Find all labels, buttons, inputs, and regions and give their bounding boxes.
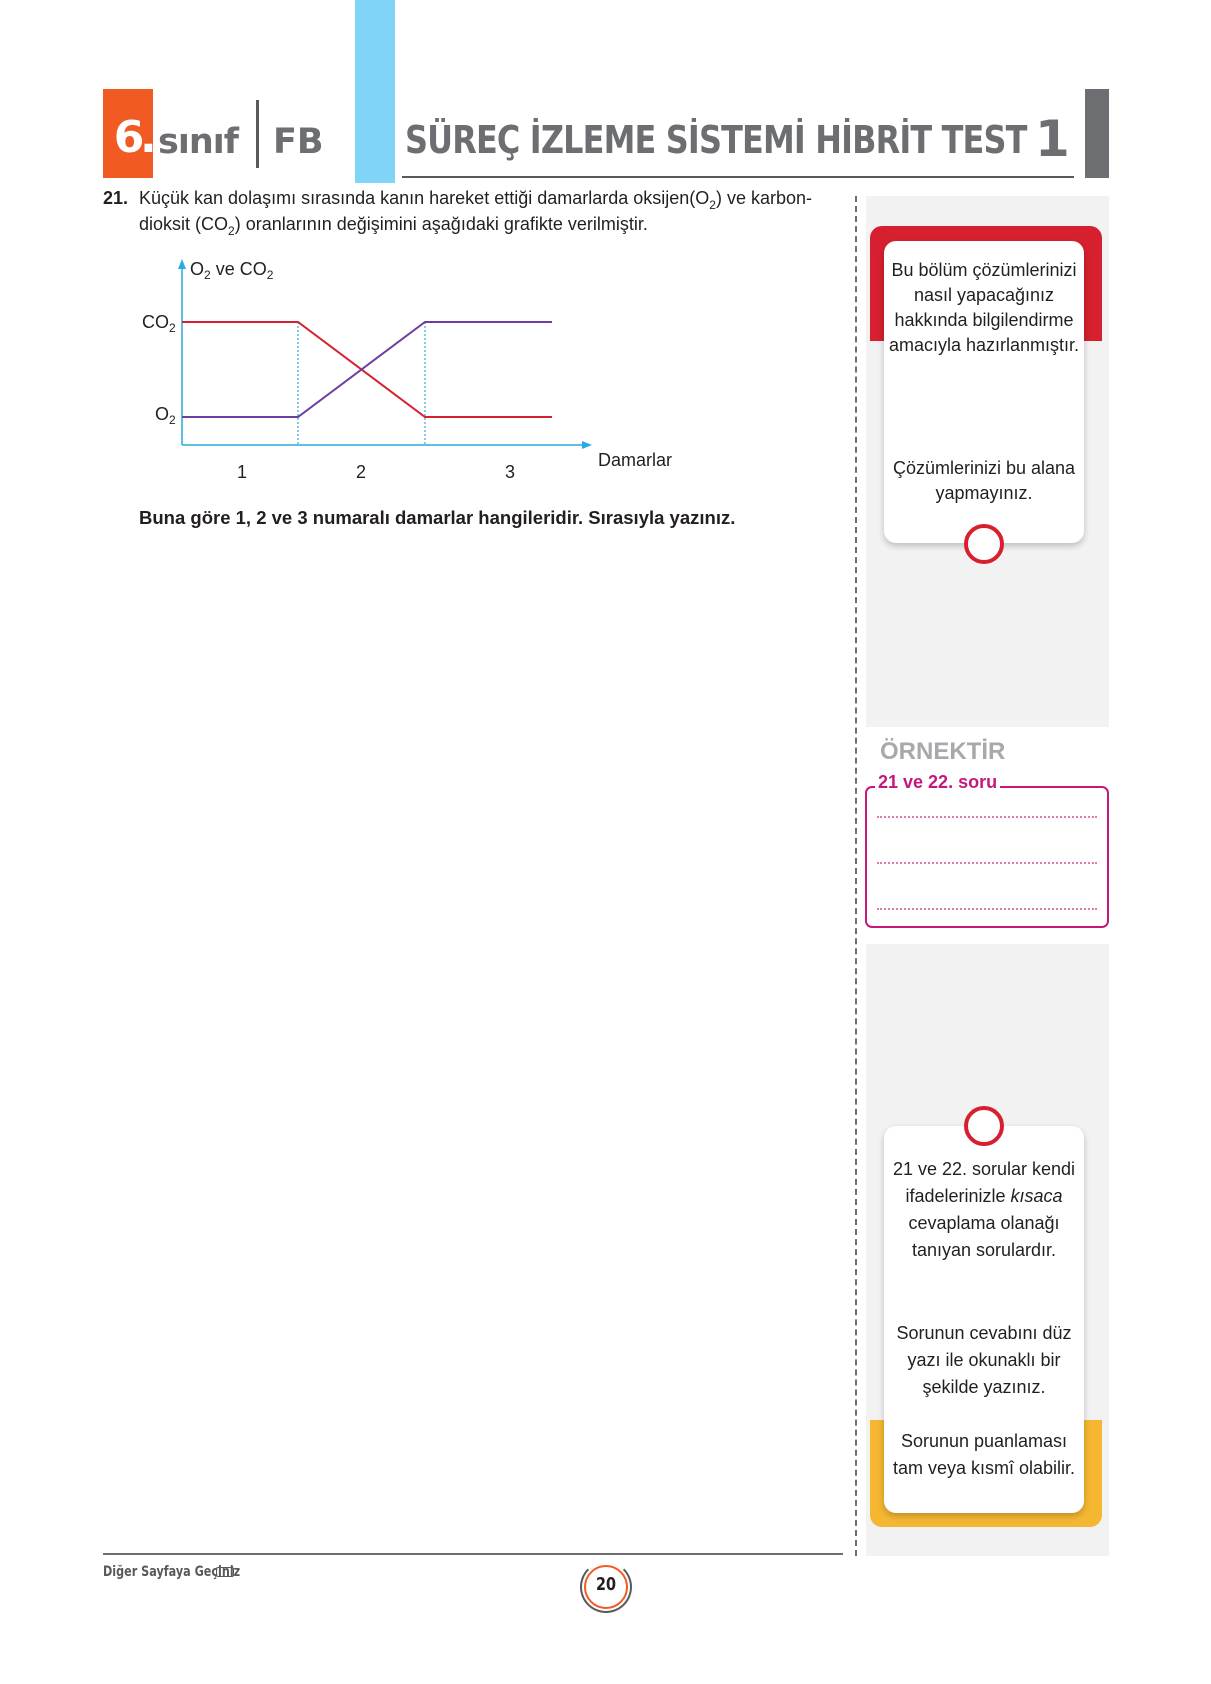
ring-icon <box>964 524 1004 564</box>
note-ribbon-right-tail <box>1082 1420 1102 1460</box>
grade-dot: . <box>140 112 157 163</box>
y-axis-label: $O_2$ ve $CO_2$ <box>190 259 274 282</box>
answer-line <box>877 816 1097 818</box>
info-card <box>884 241 1084 543</box>
info-warning: Çözümlerinizi bu alana yapmayınız. <box>892 458 1076 503</box>
next-page-text: Diğer Sayfaya Geçiniz <box>103 1564 241 1580</box>
question-text-line2: dioksit $(CO_2)$ oranlarının değişimini aşağıdaki grafikte verilmiştir. <box>139 214 648 238</box>
note-scoring: Sorunun puanlaması tam veya kısmî olabilir. <box>892 1431 1076 1478</box>
y-axis-arrow <box>178 259 186 269</box>
example-label: 21 ve 22. soru <box>875 772 1000 793</box>
x-tick-3: 3 <box>505 462 516 482</box>
subject-label: FB <box>273 122 324 162</box>
answer-line <box>877 862 1097 864</box>
x-tick-1: 1 <box>237 462 248 482</box>
question-number: 21. <box>103 188 129 208</box>
grade-number: 6 <box>113 112 143 163</box>
header-accent-bar <box>355 0 395 183</box>
note-card <box>884 1126 1084 1513</box>
info-text: Bu bölüm çözümlerinizi nasıl yapacağınız hakkında bilgilendirme amacıyla hazırlanmıştır. <box>888 260 1080 355</box>
series-o2-line <box>182 322 552 417</box>
gas-ratio-chart <box>130 255 690 495</box>
note-instruction: Sorunun cevabını düz yazı ile okunaklı bir şekilde yazınız. <box>896 1323 1072 1397</box>
note-text: 21 ve 22. sorular kendi ifadelerinizle kısaca cevaplama olanağı tanıyan sorulardır. <box>892 1159 1076 1260</box>
answer-area-divider <box>855 196 857 1556</box>
y-tick-o2: $O_2$ <box>155 404 176 427</box>
ring-icon <box>964 1106 1004 1146</box>
x-axis-label: Damarlar <box>598 450 673 470</box>
footer-rule <box>103 1553 843 1555</box>
series-co2-line <box>182 322 552 417</box>
page-number: 20 <box>595 1574 617 1595</box>
pointing-hand-icon <box>216 1567 234 1577</box>
question-text-line1: Küçük kan dolaşımı sırasında kanın hareket ettiği damarlarda $oksijen(O_2)$ ve karbon- <box>139 188 813 212</box>
title-underline <box>402 176 1074 178</box>
header-tab <box>1085 89 1109 178</box>
x-tick-2: 2 <box>356 462 367 482</box>
example-title: ÖRNEKTİR <box>880 738 1006 765</box>
info-ribbon-right-tail <box>1082 300 1102 340</box>
y-tick-co2: $CO_2$ <box>142 312 176 335</box>
x-axis-arrow <box>582 441 592 449</box>
question-prompt: Buna göre 1, 2 ve 3 numaralı damarlar hangileridir. Sırasıyla yazınız. <box>139 507 736 528</box>
answer-line <box>877 908 1097 910</box>
test-title: SÜREÇ İZLEME SİSTEMİ HİBRİT TEST <box>405 118 1027 162</box>
grade-word: sınıf <box>158 122 238 162</box>
header-separator <box>256 100 259 168</box>
test-number: 1 <box>1035 110 1070 168</box>
example-box <box>865 786 1109 928</box>
